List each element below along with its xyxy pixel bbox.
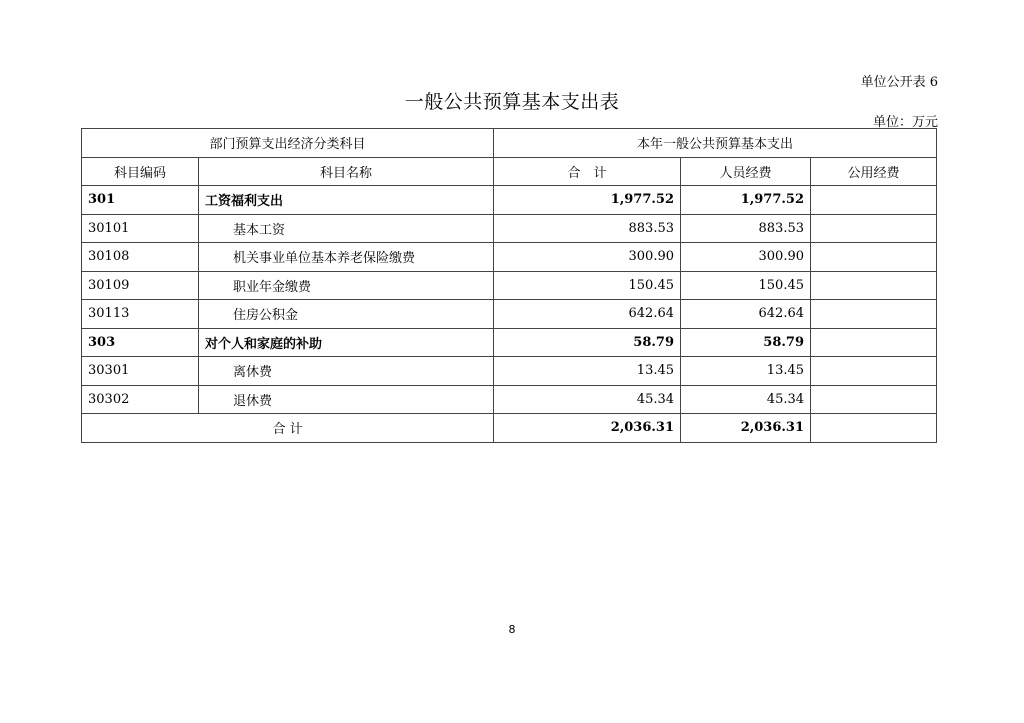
row-code: 30113	[82, 300, 199, 329]
header-total: 合 计	[494, 157, 681, 186]
row-name: 机关事业单位基本养老保险缴费	[199, 243, 494, 272]
total-row	[82, 414, 937, 443]
table-row	[82, 243, 937, 272]
row-total: 150.45	[494, 271, 681, 300]
form-number: 单位公开表 6	[860, 75, 938, 90]
row-code: 303	[82, 328, 199, 357]
page-title: 一般公共预算基本支出表	[404, 91, 620, 113]
row-public	[811, 300, 937, 329]
row-public	[811, 214, 937, 243]
row-public	[811, 243, 937, 272]
table-row	[82, 186, 937, 215]
row-name: 住房公积金	[199, 300, 494, 329]
row-name: 基本工资	[199, 214, 494, 243]
row-total: 883.53	[494, 214, 681, 243]
total-personnel: 2,036.31	[681, 414, 811, 443]
row-public	[811, 328, 937, 357]
row-code: 30101	[82, 214, 199, 243]
row-name: 退休费	[199, 385, 494, 414]
table-row	[82, 357, 937, 386]
header-public: 公用经费	[811, 157, 937, 186]
row-code: 30108	[82, 243, 199, 272]
header-group-expenditure: 本年一般公共预算基本支出	[494, 129, 937, 158]
unit-label: 单位：万元	[872, 115, 938, 130]
budget-table	[81, 128, 937, 443]
row-public	[811, 385, 937, 414]
total-label: 合 计	[82, 414, 494, 443]
table-row	[82, 214, 937, 243]
row-personnel: 883.53	[681, 214, 811, 243]
header-row	[82, 157, 937, 186]
total-total: 2,036.31	[494, 414, 681, 443]
header-group-row	[82, 129, 937, 158]
row-public	[811, 357, 937, 386]
row-name: 职业年金缴费	[199, 271, 494, 300]
row-personnel: 45.34	[681, 385, 811, 414]
row-personnel: 58.79	[681, 328, 811, 357]
header-name: 科目名称	[199, 157, 494, 186]
row-total: 642.64	[494, 300, 681, 329]
row-total: 300.90	[494, 243, 681, 272]
row-name: 离休费	[199, 357, 494, 386]
table-row	[82, 328, 937, 357]
total-public	[811, 414, 937, 443]
row-personnel: 300.90	[681, 243, 811, 272]
row-personnel: 642.64	[681, 300, 811, 329]
row-personnel: 13.45	[681, 357, 811, 386]
header-code: 科目编码	[82, 157, 199, 186]
table-row	[82, 300, 937, 329]
row-personnel: 1,977.52	[681, 186, 811, 215]
row-public	[811, 271, 937, 300]
page-number: 8	[508, 623, 516, 636]
row-public	[811, 186, 937, 215]
row-code: 301	[82, 186, 199, 215]
row-total: 13.45	[494, 357, 681, 386]
header-group-classification: 部门预算支出经济分类科目	[82, 129, 494, 158]
row-total: 1,977.52	[494, 186, 681, 215]
row-total: 58.79	[494, 328, 681, 357]
row-personnel: 150.45	[681, 271, 811, 300]
row-total: 45.34	[494, 385, 681, 414]
table-row	[82, 385, 937, 414]
row-name: 对个人和家庭的补助	[199, 328, 494, 357]
row-code: 30109	[82, 271, 199, 300]
header-personnel: 人员经费	[681, 157, 811, 186]
row-name: 工资福利支出	[199, 186, 494, 215]
table-row	[82, 271, 937, 300]
row-code: 30301	[82, 357, 199, 386]
row-code: 30302	[82, 385, 199, 414]
